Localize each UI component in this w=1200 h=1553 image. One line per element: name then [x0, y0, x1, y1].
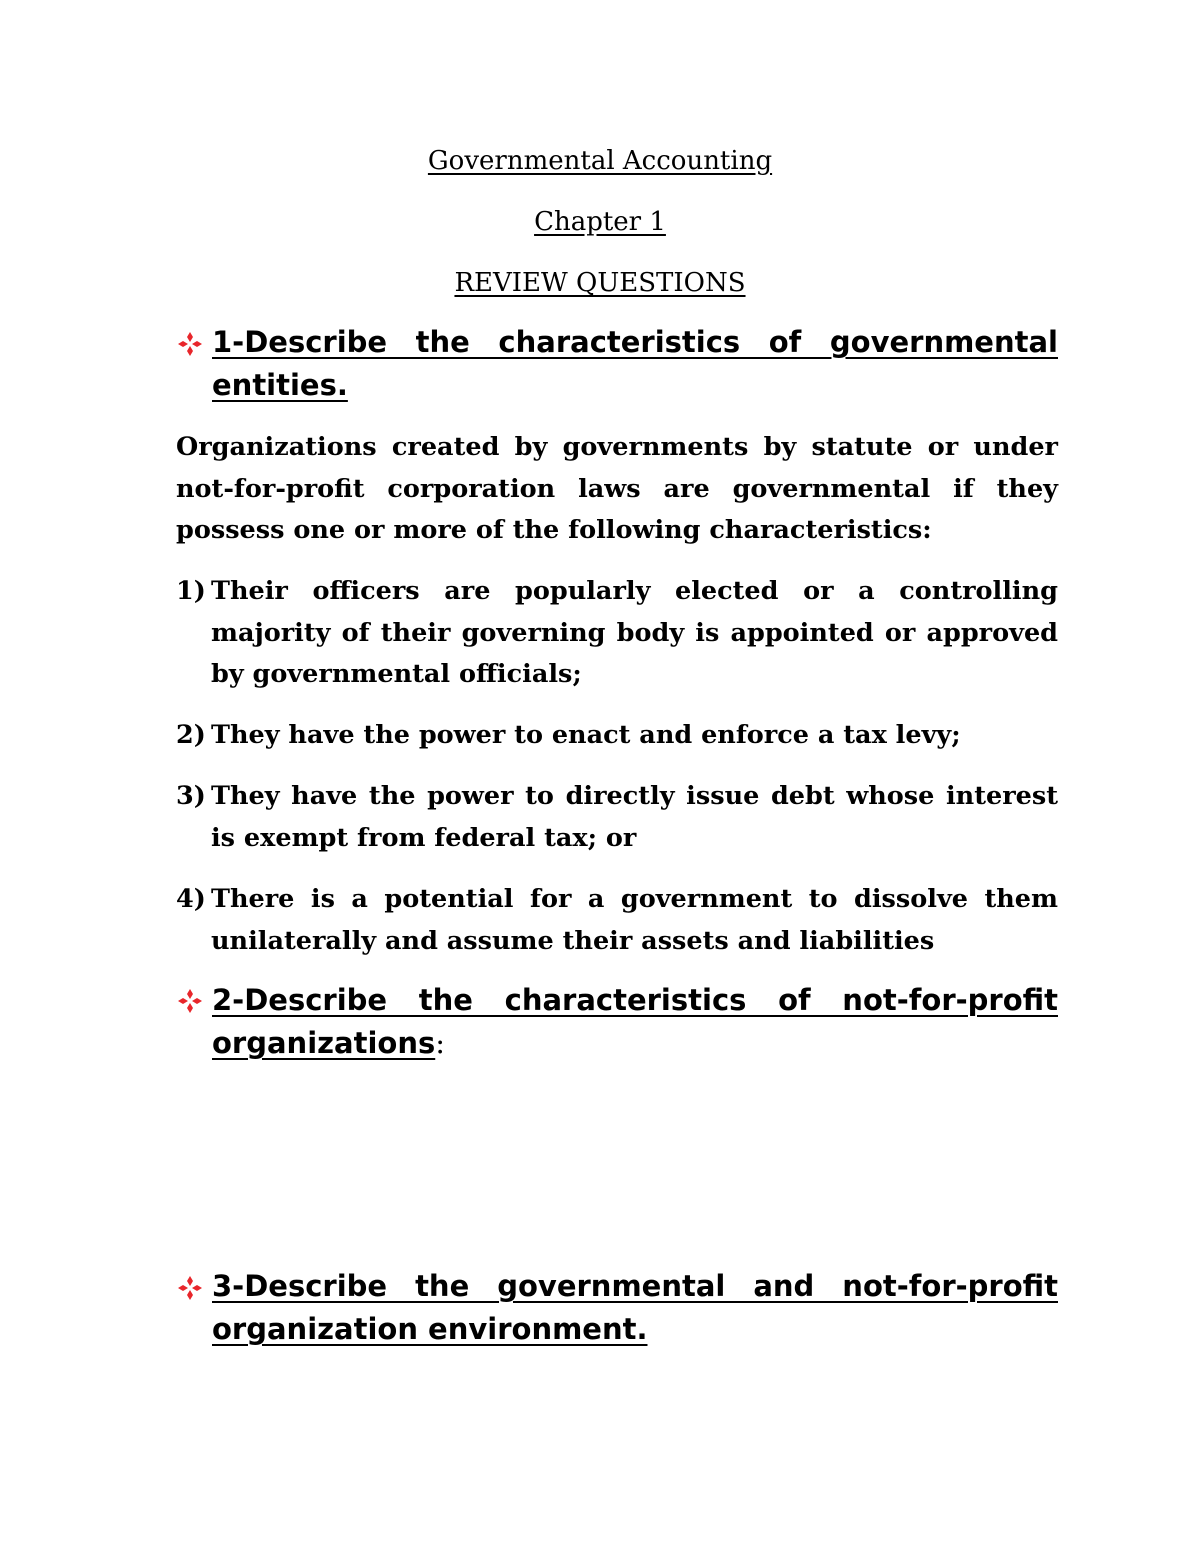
document-title: Governmental Accounting: [427, 146, 773, 176]
question-2-heading: [212, 979, 1058, 1065]
list-item-number: 3): [176, 781, 206, 811]
list-item-text: Their officers are popularly elected or a controlling majority of their governing body is appointed or approved by governmental officials;: [211, 576, 1058, 689]
list-item-number: 1): [176, 576, 206, 606]
question-1-heading: [212, 321, 1058, 407]
list-item-text: There is a potential for a government to dissolve them unilaterally and assume their assets and liabilities: [211, 884, 1058, 956]
list-item-number: 4): [176, 884, 206, 914]
section-title: REVIEW QUESTIONS: [454, 268, 746, 298]
list-item-text: They have the power to directly issue debt whose interest is exempt from federal tax; or: [211, 781, 1058, 853]
question-2-heading-trailing: :: [435, 1026, 446, 1060]
question-3-heading-text: 3-Describe the governmental and not-for-profit organization environment.: [212, 1269, 1058, 1346]
list-item-text: They have the power to enact and enforce a tax levy;: [211, 720, 961, 750]
question-3-heading: [212, 1265, 1058, 1351]
diamond-bullet-icon: [176, 987, 204, 1015]
question-1-intro: Organizations created by governments by statute or under not-for-profit corporation laws are governmental if they possess one or more of the following characteristics:: [176, 432, 1058, 545]
chapter-title: Chapter 1: [534, 207, 666, 237]
question-2-heading-text: 2-Describe the characteristics of not-for-profit organizations: [212, 983, 1058, 1060]
question-1-heading-text: 1-Describe the characteristics of governmental entities.: [212, 325, 1058, 402]
diamond-bullet-icon: [176, 1274, 204, 1302]
list-item-number: 2): [176, 720, 206, 750]
diamond-bullet-icon: [176, 330, 204, 358]
